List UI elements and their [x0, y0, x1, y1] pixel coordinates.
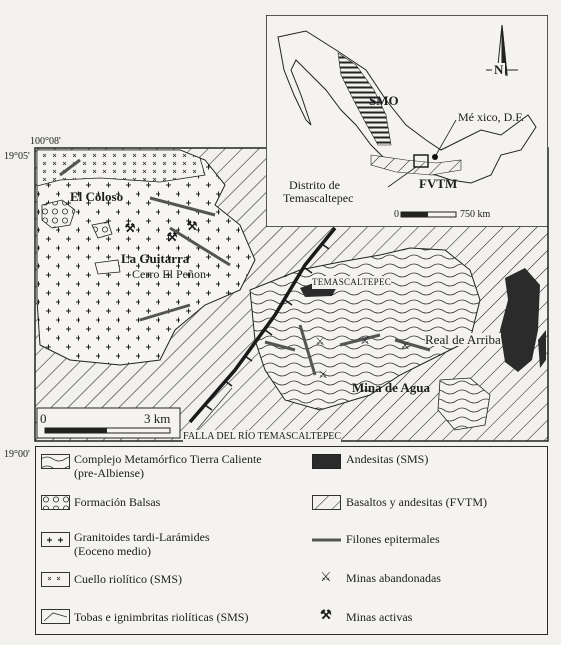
svg-text:⚒: ⚒	[166, 230, 178, 244]
legend-text-9: Minas abandonadas	[346, 571, 441, 585]
label-la-guitarra: La Guitarra	[121, 251, 190, 266]
legend-text-8: Filones epitermales	[346, 532, 440, 546]
legend-swatch-plus	[41, 532, 71, 548]
lat-label-top: 19°05'	[4, 151, 30, 162]
abandoned-mine-icon: ⚔	[320, 569, 332, 584]
inset-distrito: Distrito de	[289, 178, 340, 192]
inset-scale-end: 750 km	[460, 209, 491, 220]
inset-mexico-df: Mé xico, D.F.	[458, 110, 525, 124]
inset-smo: SMO	[369, 93, 399, 108]
legend-text-2: Formación Balsas	[74, 495, 161, 509]
scale-start: 0	[40, 411, 47, 426]
label-el-coloso: El Coloso	[70, 189, 124, 204]
lat-label-bottom: 19°00'	[4, 449, 30, 460]
label-falla: FALLA DEL RÍO TEMASCALTEPEC	[183, 431, 342, 442]
legend	[35, 446, 548, 635]
legend-swatch-solid	[312, 454, 342, 470]
label-cerro-el-penon: Cerro El Peñon	[132, 267, 206, 281]
legend-text-4: Cuello riolítico (SMS)	[74, 572, 182, 586]
legend-text-3: Granitoides tardi-Larámides	[74, 530, 210, 544]
svg-text:⚔: ⚔	[360, 335, 370, 347]
legend-text-5: Tobas e ignimbritas riolíticas (SMS)	[74, 610, 249, 624]
scale-end: 3 km	[144, 411, 171, 426]
legend-text-7: Basaltos y andesitas (FVTM)	[346, 495, 487, 509]
legend-swatch-wavy	[41, 454, 71, 470]
inset-scale-start: 0	[394, 209, 399, 220]
legend-text-10: Minas activas	[346, 610, 413, 624]
legend-swatch-x	[41, 572, 71, 588]
legend-swatch-hatch	[312, 495, 342, 511]
legend-text-1: Complejo Metamórfico Tierra Caliente	[74, 452, 262, 466]
inset-fvtm: FVTM	[419, 176, 458, 191]
legend-text-1b: (pre-Albiense)	[74, 466, 144, 480]
svg-text:⚒: ⚒	[186, 219, 198, 233]
svg-text:⚔: ⚔	[315, 336, 325, 348]
svg-text:⚔: ⚔	[400, 340, 410, 352]
svg-text:⚒: ⚒	[124, 221, 136, 235]
legend-vein-line	[312, 534, 342, 546]
label-temascaltepec: TEMASCALTEPEC	[312, 277, 392, 287]
svg-text:⚔: ⚔	[318, 369, 328, 381]
inset-north: N	[494, 62, 504, 77]
legend-text-6: Andesitas (SMS)	[346, 452, 429, 466]
legend-text-3b: (Eoceno medio)	[74, 544, 151, 558]
inset-distrito-2: Temascaltepec	[283, 191, 354, 205]
active-mine-icon: ⚒	[320, 607, 332, 622]
lon-label-top: 100°08'	[30, 136, 61, 147]
label-real-de-arriba: Real de Arriba	[425, 332, 501, 347]
legend-swatch-circles	[41, 495, 71, 511]
label-mina-de-agua: Mina de Agua	[352, 380, 431, 395]
legend-swatch-blank	[41, 609, 71, 625]
